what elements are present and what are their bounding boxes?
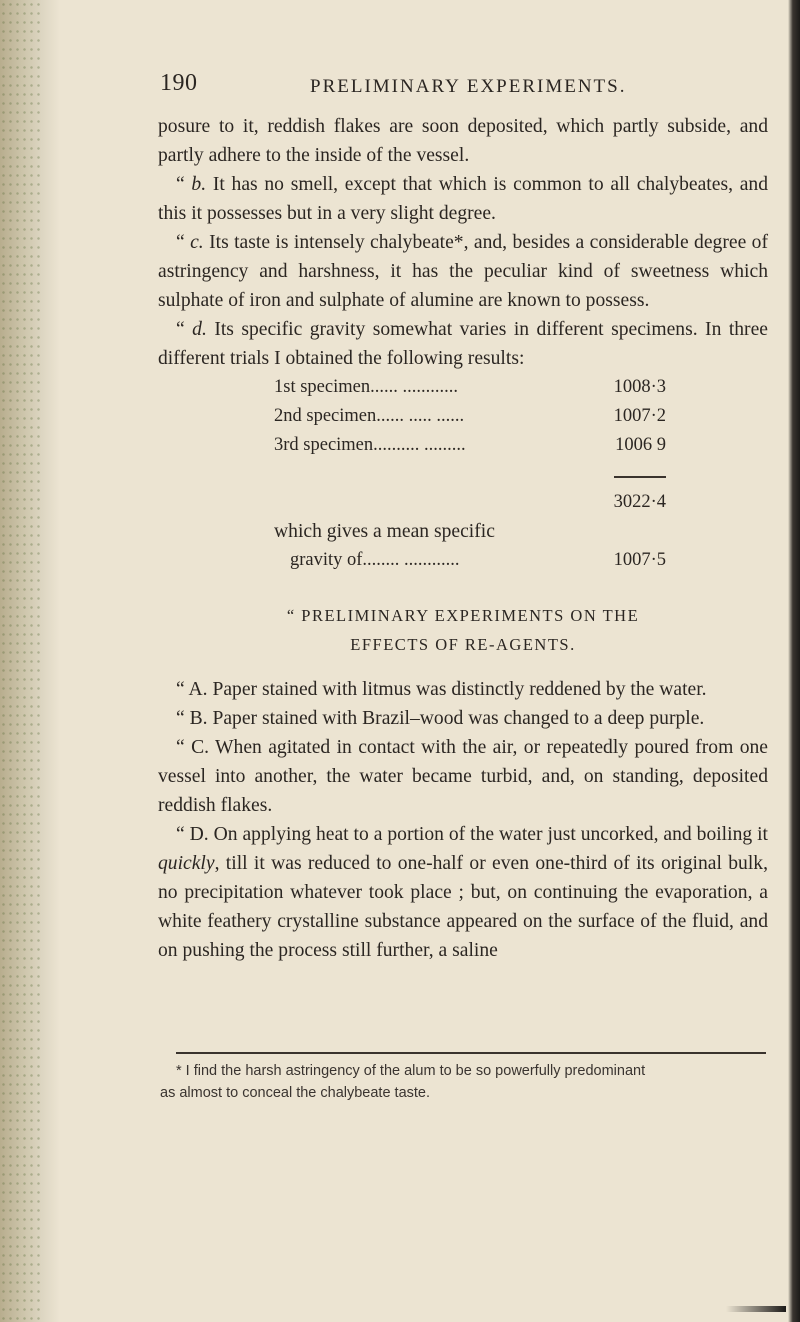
sum-rule	[614, 476, 666, 478]
paragraph-continuation: posure to it, reddish flakes are soon deposited, which partly subside, and partly adhere to the inside of the vessel.	[158, 116, 768, 166]
paragraph-D-end: , till it was reduced to one-half or even one-third of its original bulk, no precipitation whatever took place ; but, on continuing the evaporation, a white feathery crystalline substance appeared on the surface of the fluid, and on pushing the process still further, a saline	[158, 852, 768, 961]
mean-label: gravity of........ ............	[290, 549, 460, 570]
mean-caption: which gives a mean specific	[274, 520, 495, 542]
mean-value: 1007·5	[613, 549, 666, 570]
paragraph-C: “ C. When agitated in contact with the air, or repeatedly poured from one vessel into another, the water became turbid, and, on standing, deposited reddish flakes.	[158, 736, 768, 816]
table-row	[274, 373, 666, 402]
paragraph-letter: c.	[190, 232, 204, 253]
page-header	[160, 70, 760, 106]
running-head: PRELIMINARY EXPERIMENTS.	[310, 76, 627, 97]
paragraph-d: “ d. Its specific gravity somewhat varies in different specimens. In three different trials I obtained the following results:	[158, 319, 768, 369]
row-label: 1st specimen...... ............	[274, 377, 458, 397]
paragraph-letter: d.	[192, 319, 207, 340]
paragraph-letter: b.	[191, 174, 207, 195]
paragraph-D-start: “ D. On applying heat to a portion of the water just uncorked, and boiling it	[176, 823, 768, 845]
row-value: 1007·2	[613, 406, 666, 426]
page-body	[158, 112, 768, 965]
footnote-line-1: * I find the harsh astringency of the alum to be so powerfully predominant	[176, 1063, 646, 1079]
page-corner-shadow	[726, 1306, 786, 1312]
page-gutter-shadow	[0, 0, 60, 1322]
page-edge-shadow	[788, 0, 800, 1322]
row-label: 2nd specimen...... ..... ......	[274, 406, 465, 426]
footnote-rule	[176, 1052, 766, 1054]
sum-total: 3022·4	[613, 491, 666, 512]
row-label: 3rd specimen.......... .........	[274, 435, 466, 455]
section-heading	[158, 601, 768, 659]
section-heading-line-1: “ PRELIMINARY EXPERIMENTS ON THE	[286, 605, 640, 625]
paragraph-b: “ b. It has no smell, except that which is common to all chalybeates, and this it possesses but in a very slight degree.	[158, 174, 768, 224]
specific-gravity-table	[274, 373, 666, 460]
footnote-line-2: as almost to conceal the chalybeate taste.	[160, 1085, 431, 1101]
page-number: 190	[160, 70, 198, 96]
paragraph-D	[158, 820, 768, 965]
paragraph-A: “ A. Paper stained with litmus was distinctly reddened by the water.	[176, 678, 707, 700]
footnote	[160, 1060, 768, 1104]
mean-row	[290, 546, 666, 575]
table-row	[274, 431, 666, 460]
row-value: 1006 9	[615, 435, 666, 455]
paragraph-c: “ c. Its taste is intensely chalybeate*, and, besides a considerable degree of astringency and harshness, it has the peculiar kind of sweetness which sulphate of iron and sulphate of alumine are known to possess.	[158, 232, 768, 311]
table-row	[274, 402, 666, 431]
section-heading-line-2: EFFECTS OF RE-AGENTS.	[350, 634, 576, 654]
paragraph-B: “ B. Paper stained with Brazil–wood was changed to a deep purple.	[176, 707, 705, 729]
row-value: 1008·3	[613, 377, 666, 397]
paragraph-D-emphasis: quickly	[158, 852, 215, 874]
